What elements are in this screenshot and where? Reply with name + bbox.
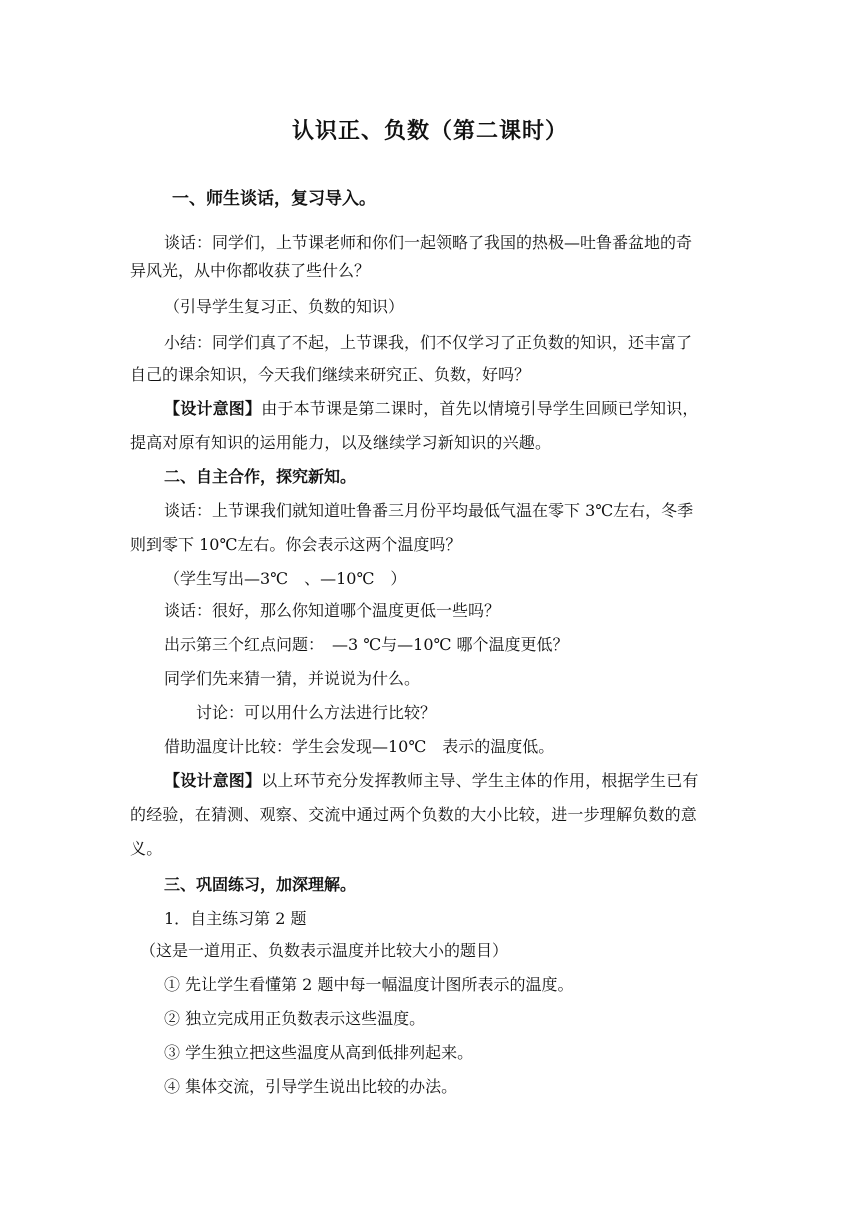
s2-question: 出示第三个红点问题： —3 ℃与—10℃ 哪个温度更低？ xyxy=(164,635,569,654)
s2-design-line2: 的经验，在猜测、观察、交流中通过两个负数的大小比较，进一步理解负数的意 xyxy=(130,805,698,824)
section-3-heading: 三、巩固练习，加深理解。 xyxy=(164,875,357,894)
s2-students: （学生写出—3℃ 、—10℃ ） xyxy=(164,569,407,588)
s2-thermo: 借助温度计比较：学生会发现—10℃ 表示的温度低。 xyxy=(164,737,555,756)
s2-talk-line2: 则到零下 10℃左右。你会表示这两个温度吗？ xyxy=(130,535,462,554)
s3-step4: ④ 集体交流，引导学生说出比较的办法。 xyxy=(164,1077,458,1096)
s1-summary-line2: 自己的课余知识，今天我们继续来研究正、负数，好吗？ xyxy=(130,365,531,384)
section-2-heading: 二、自主合作，探究新知。 xyxy=(164,467,357,486)
s3-item1: 1．自主练习第 2 题 xyxy=(164,909,307,928)
design-intent-tag: 【设计意图】 xyxy=(164,399,262,418)
s2-talk2: 谈话：很好，那么你知道哪个温度更低一些吗？ xyxy=(164,601,501,620)
s1-design-line2: 提高对原有知识的运用能力，以及继续学习新知识的兴趣。 xyxy=(130,433,552,452)
s3-item1-note: （这是一道用正、负数表示温度并比较大小的题目） xyxy=(140,941,509,960)
s1-summary-line1: 小结：同学们真了不起，上节课我，们不仅学习了正负数的知识，还丰富了 xyxy=(164,333,693,352)
s2-design-intent xyxy=(164,770,774,792)
s2-design-line3: 义。 xyxy=(130,839,163,858)
page-title: 认识正、负数（第二课时） xyxy=(291,118,568,144)
s3-step2: ② 独立完成用正负数表示这些温度。 xyxy=(164,1009,426,1028)
s1-talk-line1: 谈话：同学们，上节课老师和你们一起领略了我国的热极—吐鲁番盆地的奇 xyxy=(164,233,693,252)
s2-discuss: 讨论：可以用什么方法进行比较？ xyxy=(196,703,437,722)
s2-guess: 同学们先来猜一猜，并说说为什么。 xyxy=(164,669,421,688)
s3-step3: ③ 学生独立把这些温度从高到低排列起来。 xyxy=(164,1043,474,1062)
s3-step1: ① 先让学生看懂第 2 题中每一幅温度计图所表示的温度。 xyxy=(164,975,574,994)
design-intent-tag: 【设计意图】 xyxy=(164,771,262,790)
s1-design-intent xyxy=(164,398,774,420)
s1-talk-line2: 异风光，从中你都收获了些什么？ xyxy=(130,261,371,280)
s1-design-line1: 由于本节课是第二课时，首先以情境引导学生回顾已学知识， xyxy=(261,399,699,418)
s2-design-line1: 以上环节充分发挥教师主导、学生主体的作用，根据学生已有 xyxy=(261,771,699,790)
s2-talk-line1: 谈话：上节课我们就知道吐鲁番三月份平均最低气温在零下 3℃左右，冬季 xyxy=(164,501,694,520)
section-1-heading: 一、师生谈话，复习导入。 xyxy=(172,189,376,209)
s1-guide: （引导学生复习正、负数的知识） xyxy=(164,297,405,316)
